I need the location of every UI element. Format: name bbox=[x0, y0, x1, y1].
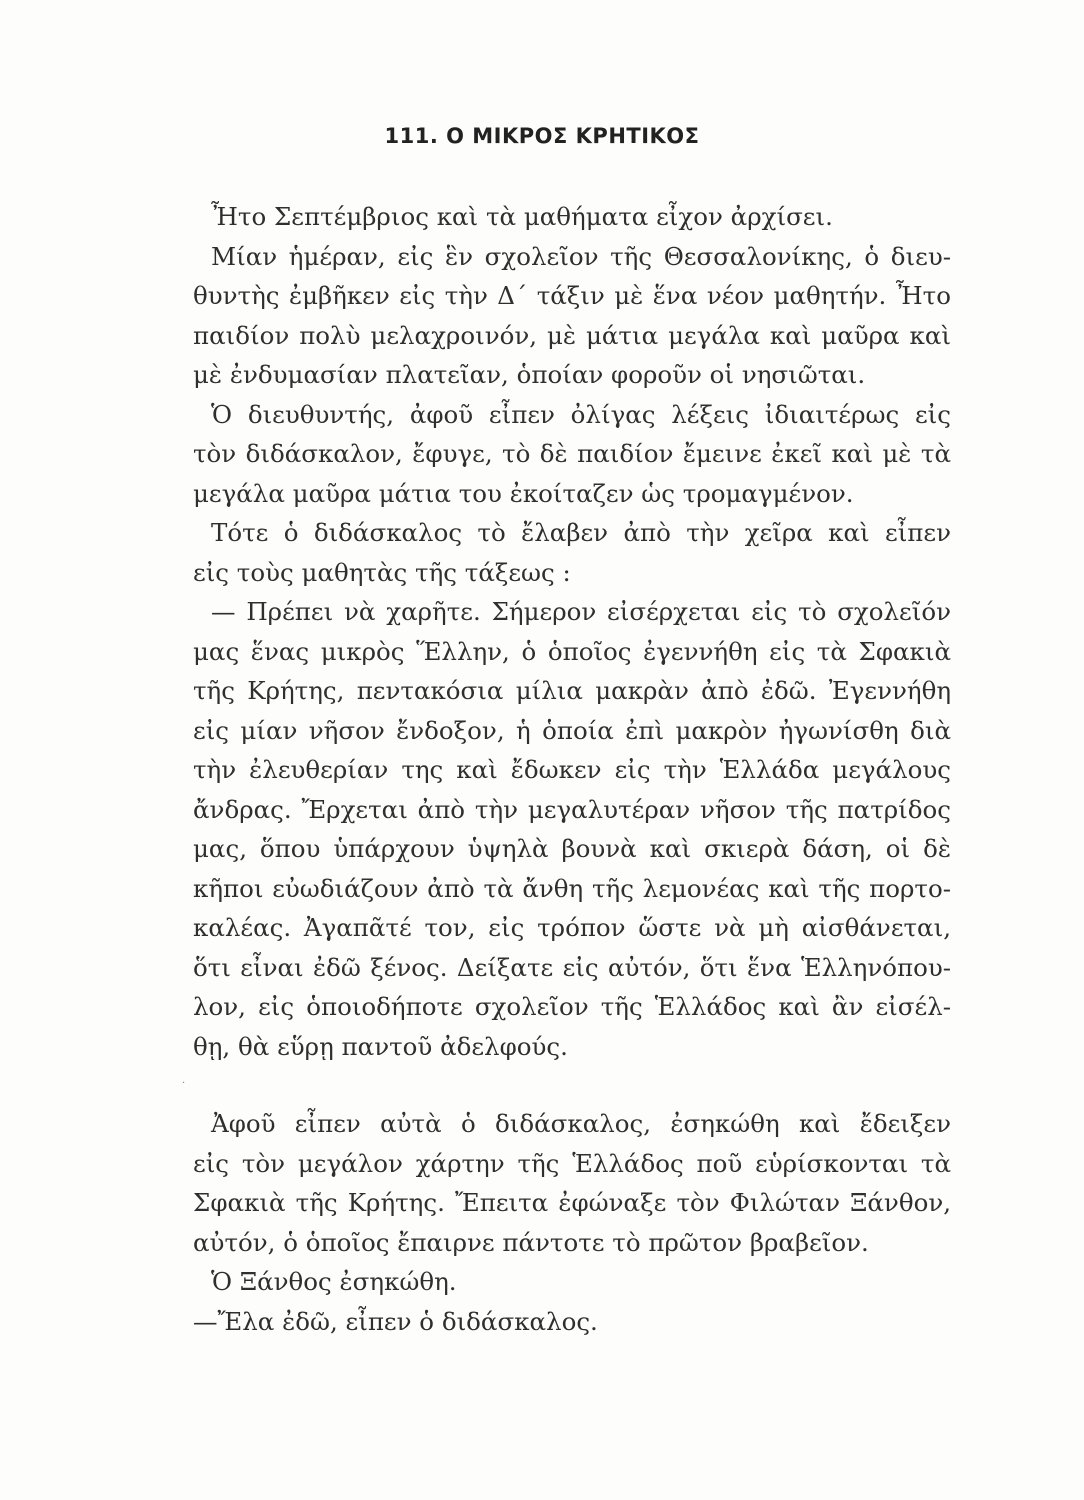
text-line: εἰς μίαν νῆσον ἔνδοξον, ἡ ὁποία ἐπὶ μακρὸν ἠγωνίσθη διὰ bbox=[193, 715, 951, 745]
text-line: τῆς Κρήτης, πεντακόσια μίλια μακρὰν ἀπὸ ἐδῶ. Ἐγεννήθη bbox=[193, 676, 951, 705]
text-line: παιδίον πολὺ μελαχροινόν, μὲ μάτια μεγάλα καὶ μαῦρα καὶ bbox=[193, 320, 951, 350]
text-line: —Ἔλα ἐδῶ, εἶπεν ὁ διδάσκαλος. bbox=[193, 1306, 598, 1336]
text-line: — Πρέπει νὰ χαρῆτε. Σήμερον εἰσέρχεται εἰς τὸ σχολεῖόν bbox=[211, 597, 951, 626]
text-line: μὲ ἐνδυμασίαν πλατεῖαν, ὁποίαν φοροῦν οἱ νησιῶται. bbox=[193, 360, 866, 389]
text-line: μεγάλα μαῦρα μάτια του ἐκοίταζεν ὡς τρομαγμένον. bbox=[193, 478, 854, 508]
chapter-text bbox=[193, 197, 951, 1341]
text-line: ἄνδρας. Ἔρχεται ἀπὸ τὴν μεγαλυτέραν νῆσον τῆς πατρίδος bbox=[193, 794, 951, 824]
chapter-title: 111. Ο ΜΙΚΡΟΣ ΚΡΗΤΙΚΟΣ bbox=[384, 124, 700, 148]
text-line: θυντὴς ἐμβῆκεν εἰς τὴν Δ΄ τάξιν μὲ ἕνα νέον μαθητήν. Ἦτο bbox=[193, 281, 951, 310]
text-line: τὸν διδάσκαλον, ἔφυγε, τὸ δὲ παιδίον ἔμεινε ἐκεῖ καὶ μὲ τὰ bbox=[193, 439, 951, 468]
text-line: Ὁ διευθυντής, ἀφοῦ εἶπεν ὀλίγας λέξεις ἰδιαιτέρως εἰς bbox=[211, 399, 951, 429]
paragraph-gap bbox=[193, 1066, 951, 1104]
text-line: λον, εἰς ὁποιοδήποτε σχολεῖον τῆς Ἑλλάδος καὶ ἂν εἰσέλ- bbox=[193, 992, 951, 1021]
text-line: θῃ, θὰ εὕρῃ παντοῦ ἀδελφούς. bbox=[193, 1031, 568, 1061]
text-line: κῆποι εὐωδιάζουν ἀπὸ τὰ ἄνθη τῆς λεμονέας καὶ τῆς πορτο- bbox=[193, 873, 951, 903]
text-line: καλέας. Ἀγαπᾶτέ τον, εἰς τρόπον ὥστε νὰ μὴ αἰσθάνεται, bbox=[193, 913, 951, 942]
text-line: Μίαν ἡμέραν, εἰς ἓν σχολεῖον τῆς Θεσσαλονίκης, ὁ διευ- bbox=[211, 241, 951, 271]
text-line: Σφακιὰ τῆς Κρήτης. Ἔπειτα ἐφώναξε τὸν Φιλώταν Ξάνθον, bbox=[193, 1188, 951, 1217]
text-line: Ἀφοῦ εἶπεν αὐτὰ ὁ διδάσκαλος, ἐσηκώθη καὶ ἔδειξεν bbox=[211, 1109, 951, 1138]
text-line: μας ἕνας μικρὸς Ἕλλην, ὁ ὁποῖος ἐγεννήθη εἰς τὰ Σφακιὰ bbox=[193, 636, 951, 666]
text-line: τὴν ἐλευθερίαν της καὶ ἔδωκεν εἰς τὴν Ἑλλάδα μεγάλους bbox=[193, 755, 951, 784]
text-line: εἰς τοὺς μαθητὰς τῆς τάξεως : bbox=[193, 557, 571, 587]
text-line: μας, ὅπου ὑπάρχουν ὑψηλὰ βουνὰ καὶ σκιερὰ δάση, οἱ δὲ bbox=[193, 834, 951, 863]
text-line: Τότε ὁ διδάσκαλος τὸ ἔλαβεν ἀπὸ τὴν χεῖρα καὶ εἶπεν bbox=[211, 518, 951, 547]
ink-speck: · bbox=[182, 1078, 186, 1089]
text-line: Ἦτο Σεπτέμβριος καὶ τὰ μαθήματα εἶχον ἀρχίσει. bbox=[211, 202, 833, 231]
text-line: Ὁ Ξάνθος ἐσηκώθη. bbox=[211, 1267, 457, 1296]
text-line: ὅτι εἶναι ἐδῶ ξένος. Δείξατε εἰς αὐτόν, ὅτι ἕνα Ἑλληνόπου- bbox=[193, 952, 951, 982]
text-line: αὐτόν, ὁ ὁποῖος ἔπαιρνε πάντοτε τὸ πρῶτον βραβεῖον. bbox=[193, 1227, 869, 1257]
text-line: εἰς τὸν μεγάλον χάρτην τῆς Ἑλλάδος ποῦ εὑρίσκονται τὰ bbox=[193, 1148, 951, 1178]
